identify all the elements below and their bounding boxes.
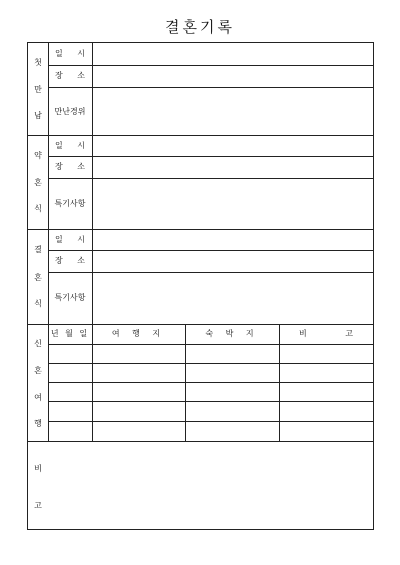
row-line	[48, 87, 373, 88]
wedding-place-label: 장 소	[55, 256, 91, 265]
section-divider-first-meeting	[28, 135, 373, 136]
wedding-char: 결	[34, 245, 42, 254]
wedding-char: 혼	[34, 273, 42, 282]
first-meeting-char: 첫	[34, 58, 42, 67]
remarks-char: 고	[34, 501, 42, 510]
row-line	[48, 363, 373, 364]
engagement-notes-label: 특기사항	[54, 199, 86, 208]
row-line	[48, 65, 373, 66]
wedding-char: 식	[34, 299, 42, 308]
wedding-datetime-label: 일 시	[55, 235, 91, 244]
honeymoon-header-date: 년 월 일	[50, 329, 90, 338]
row-line	[48, 421, 373, 422]
first-meeting-circumstance-label: 만난경위	[54, 107, 86, 116]
engagement-char: 식	[34, 204, 42, 213]
engagement-char: 혼	[34, 178, 42, 187]
row-line	[48, 250, 373, 251]
remarks-char: 비	[34, 464, 42, 473]
first-meeting-place-label: 장 소	[55, 71, 91, 80]
first-meeting-datetime-label: 일 시	[55, 49, 91, 58]
row-line	[48, 382, 373, 383]
honeymoon-col-divider-1	[185, 324, 186, 442]
marriage-record-form	[27, 42, 374, 530]
engagement-char: 약	[34, 151, 42, 160]
honeymoon-char: 여	[34, 393, 42, 402]
first-meeting-char: 만	[34, 85, 42, 94]
honeymoon-char: 신	[34, 339, 42, 348]
honeymoon-header-remarks: 비 고	[299, 329, 371, 338]
honeymoon-header-destination: 여 행 지	[111, 329, 166, 338]
first-meeting-char: 남	[34, 111, 42, 120]
row-line	[48, 156, 373, 157]
row-line	[48, 272, 373, 273]
section-divider-wedding	[28, 324, 373, 325]
row-line	[48, 401, 373, 402]
honeymoon-header-lodging: 숙 박 지	[205, 329, 259, 338]
row-line	[48, 344, 373, 345]
row-line	[48, 178, 373, 179]
page-title: 결혼기록	[165, 18, 235, 36]
engagement-datetime-label: 일 시	[55, 141, 91, 150]
section-divider-honeymoon	[28, 441, 373, 442]
honeymoon-char: 혼	[34, 366, 42, 375]
wedding-notes-label: 특기사항	[54, 293, 86, 302]
section-divider-engagement	[28, 229, 373, 230]
honeymoon-char: 행	[34, 419, 42, 428]
honeymoon-col-divider-2	[279, 324, 280, 442]
engagement-place-label: 장 소	[55, 162, 91, 171]
